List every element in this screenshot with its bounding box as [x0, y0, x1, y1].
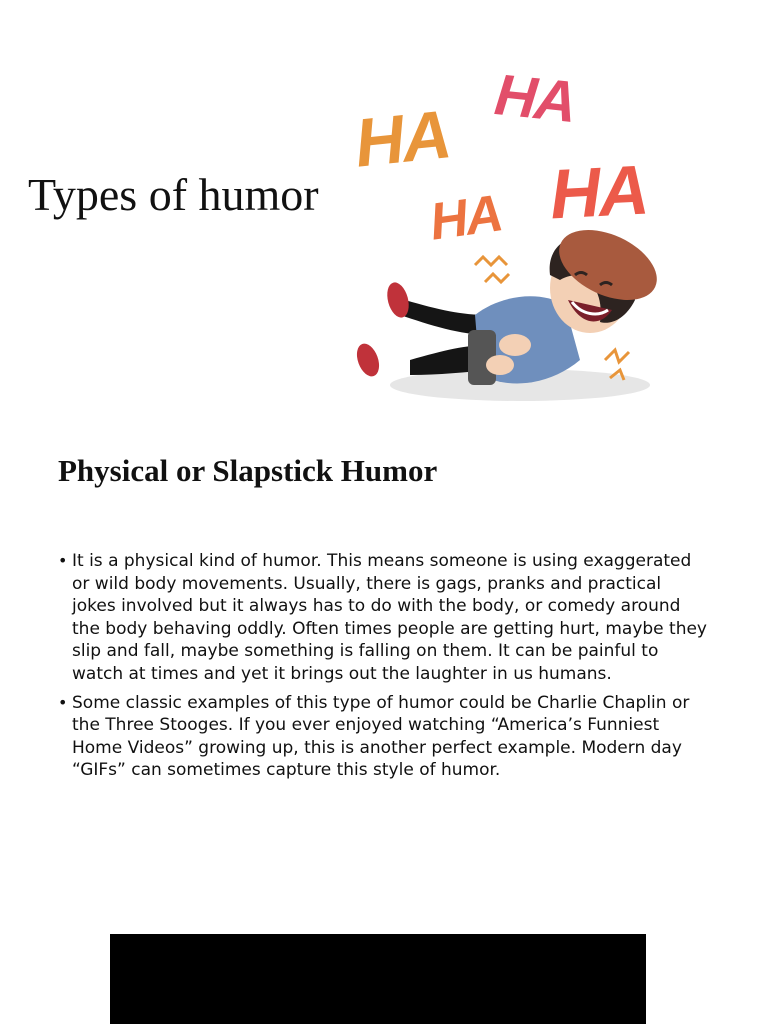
section-heading: Physical or Slapstick Humor [58, 453, 438, 488]
bullet-list [58, 550, 708, 788]
character-figure [350, 60, 680, 410]
ha-text-4: HA [548, 150, 650, 234]
ha-text-2: HA [491, 62, 578, 135]
page-title: Types of humor [28, 169, 319, 220]
ha-text-1: HA [351, 96, 453, 182]
ha-text-3: HA [426, 184, 505, 252]
laughing-character-illustration [350, 60, 680, 410]
bullet-item-1: • It is a physical kind of humor. This means someone is using exaggerated or wild body movements. Usually, there is gags, pranks and practical jokes involved but it always has to do with the body, or comedy around the body behaving oddly. Often times people are getting hurt, maybe they slip and fall, maybe something is falling on them. It can be painful to watch at times and yet it brings out the laughter in us humans. [58, 550, 708, 686]
black-bar [110, 934, 646, 1024]
bullet-item-2: • Some classic examples of this type of humor could be Charlie Chaplin or the Three Stooges. If you ever enjoyed watching “America’s Funniest Home Videos” growing up, this is another perfect example. Modern day “GIFs” can sometimes capture this style of humor. [58, 692, 708, 782]
